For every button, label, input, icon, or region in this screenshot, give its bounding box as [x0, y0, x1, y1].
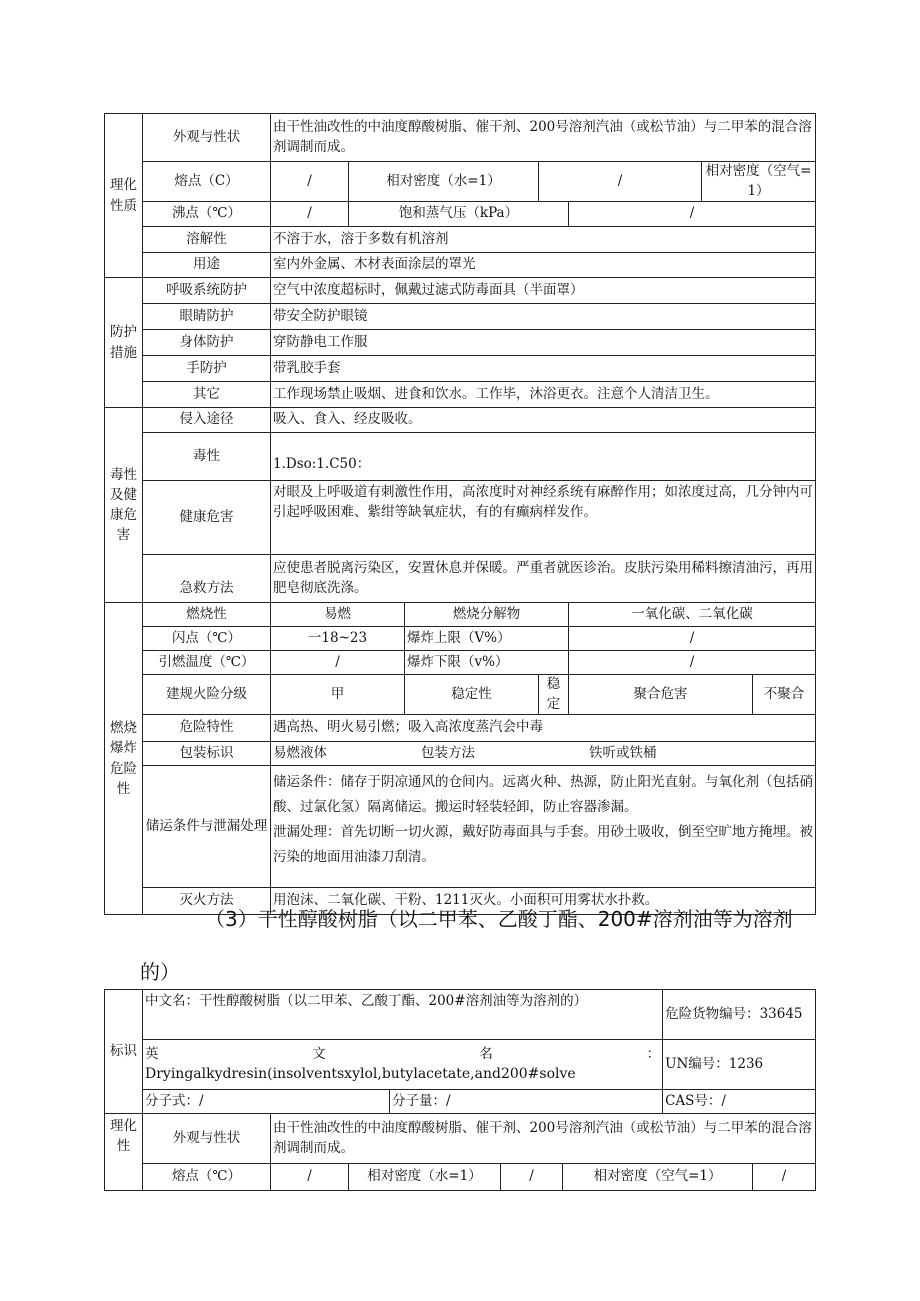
section-protection: 防护措施 [105, 278, 143, 408]
section-heading: （3）干性醇酸树脂（以二甲苯、乙酸丁酯、200#溶剂油等为溶剂 [205, 907, 793, 931]
table-row [105, 627, 816, 651]
table-row [105, 330, 816, 356]
value-route: 吸入、食入、经皮吸收。 [271, 408, 816, 433]
label-upper-explosive-limit: 爆炸上限（V%） [405, 627, 569, 651]
label-relative-density-water: 相对密度（水=1） [349, 162, 539, 202]
label-lower-explosive-limit: 爆炸下限（v%） [405, 651, 569, 675]
label-melting-point: 熔点（℃） [143, 1164, 271, 1191]
table-row [105, 382, 816, 408]
label-packaging-mark: 包装标识 [143, 742, 271, 766]
value-english-name: Dryingalkydresin(insolventsxylol,butylacetate,and200#solve [145, 1066, 576, 1083]
label-relative-density-water: 相对密度（水=1） [349, 1164, 501, 1191]
label-english-name: 英文名： [145, 1045, 661, 1062]
value-first-aid: 应使患者脱离污染区，安置休息并保暖。严重者就医诊治。皮肤污染用稀料擦清油污，再用肥皂彻底洗涤。 [271, 555, 816, 603]
label-appearance: 外观与性状 [143, 114, 271, 162]
value-toxicity: 1.Dso:1.C50： [271, 433, 816, 481]
value-lower-explosive-limit: / [569, 651, 816, 675]
section-physical-properties: 理化性质 [105, 114, 143, 278]
label-health-hazard: 健康危害 [143, 481, 271, 555]
value-molecular-weight: 分子量：/ [390, 1090, 663, 1114]
label-solubility: 溶解性 [143, 227, 271, 253]
msds-table-drying-alkyd [104, 989, 816, 1191]
label-boiling-point: 沸点（℃） [143, 202, 271, 227]
value-appearance: 由干性油改性的中油度醇酸树脂、催干剂、200号溶剂汽油（或松节油）与二甲苯的混合溶剂调制而成。 [271, 114, 816, 162]
label-relative-density-air: 相对密度（空气=1） [563, 1164, 753, 1191]
label-flash-point: 闪点（℃） [143, 627, 271, 651]
value-hazard-properties: 遇高热、明火易引燃；吸入高浓度蒸汽会中毒 [271, 715, 816, 742]
value-boiling-point: / [271, 202, 349, 227]
label-storage-leak: 储运条件与泄漏处理 [143, 766, 271, 888]
value-use: 室内外金属、木材表面涂层的罩光 [271, 253, 816, 278]
table-row [105, 766, 816, 888]
value-relative-density-water: / [539, 162, 702, 202]
value-packaging-mark: 易燃液体 [273, 744, 327, 761]
table-row [105, 1164, 816, 1191]
value-storage-leak [271, 766, 816, 888]
label-relative-density-air: 相对密度（空气=1） [702, 162, 816, 202]
value-relative-density-air: / [753, 1164, 816, 1191]
label-body: 身体防护 [143, 330, 271, 356]
section-identification: 标识 [105, 990, 143, 1114]
label-toxicity: 毒性 [143, 433, 271, 481]
value-decomposition: 一氧化碳、二氧化碳 [569, 603, 816, 627]
table-row [105, 555, 816, 603]
label-vapor-pressure: 饱和蒸气压（kPa） [349, 202, 569, 227]
value-vapor-pressure: / [569, 202, 816, 227]
value-eye: 带安全防护眼镜 [271, 304, 816, 330]
label-eye: 眼睛防护 [143, 304, 271, 330]
value-packaging-method: 铁听或铁桶 [589, 744, 657, 761]
label-route: 侵入途径 [143, 408, 271, 433]
value-ignition-temp: / [271, 651, 405, 675]
table-row [105, 114, 816, 162]
value-health-hazard: 对眼及上呼吸道有刺激性作用，高浓度时对神经系统有麻醉作用；如浓度过高，几分钟内可引起呼吸困难、紫绀等缺氧症状，有的有癫病样发作。 [271, 481, 816, 555]
table-row [105, 675, 816, 715]
label-decomposition: 燃烧分解物 [405, 603, 569, 627]
table-row [105, 742, 816, 766]
section-fire-explosion: 燃烧爆炸危险性 [105, 603, 143, 915]
value-respiratory: 空气中浓度超标时，佩戴过滤式防毒面具（半面罩） [271, 278, 816, 304]
table-row [105, 1114, 816, 1164]
label-stability: 稳定性 [405, 675, 539, 715]
value-melting-point: / [271, 1164, 349, 1191]
label-respiratory: 呼吸系统防护 [143, 278, 271, 304]
value-stability: 稳定 [539, 675, 569, 715]
table-row [105, 603, 816, 627]
table-row [105, 990, 816, 1040]
section-toxicity: 毒性及健康危害 [105, 408, 143, 603]
label-other: 其它 [143, 382, 271, 408]
section-physical-properties: 理化性 [105, 1114, 143, 1191]
value-upper-explosive-limit: / [569, 627, 816, 651]
table-row [105, 1090, 816, 1114]
label-hand: 手防护 [143, 356, 271, 382]
label-fire-class: 建规火险分级 [143, 675, 271, 715]
label-polymerization: 聚合危害 [569, 675, 753, 715]
value-fire-class: 甲 [271, 675, 405, 715]
table-row [105, 202, 816, 227]
label-melting-point: 熔点（C） [143, 162, 271, 202]
msds-table-continued [104, 113, 816, 915]
table-row [105, 651, 816, 675]
value-polymerization: 不聚合 [753, 675, 816, 715]
table-row [105, 715, 816, 742]
leak-handling-text: 泄漏处理：首先切断一切火源，戴好防毒面具与手套。用砂土吸收，倒至空旷地方掩埋。被污染的地面用油漆刀刮清。 [273, 824, 813, 866]
value-flash-point: 一18~23 [271, 627, 405, 651]
table-row [105, 408, 816, 433]
section-heading-continued: 的） [140, 960, 180, 984]
table-row [105, 278, 816, 304]
label-packaging-method: 包装方法 [421, 744, 475, 761]
table-row [105, 356, 816, 382]
table-row [105, 304, 816, 330]
value-appearance: 由干性油改性的中油度醇酸树脂、催干剂、200号溶剂汽油（或松节油）与二甲苯的混合溶剂调制而成。 [271, 1114, 816, 1164]
storage-conditions-text: 储运条件：储存于阴凉通风的仓间内。远离火种、热源，防止阳光直射。与氧化剂（包括硝酸、过氯化氢）隔离储运。搬运时轻装轻卸，防止容器渗漏。 [273, 774, 813, 816]
table-row [105, 433, 816, 481]
table-row [105, 162, 816, 202]
value-dangerous-goods-no: 危险货物编号：33645 [663, 990, 816, 1040]
value-hand: 带乳胶手套 [271, 356, 816, 382]
table-row [105, 481, 816, 555]
value-un-number: UN编号：1236 [663, 1040, 816, 1090]
value-chinese-name: 中文名：干性醇酸树脂（以二甲苯、乙酸丁酯、200#溶剂油等为溶剂的） [143, 990, 663, 1040]
label-hazard-properties: 危险特性 [143, 715, 271, 742]
label-ignition-temp: 引燃温度（℃） [143, 651, 271, 675]
value-extinguishing: 用泡沫、二氧化碳、干粉、1211灭火。小面积可用雾状水扑救。 [271, 888, 816, 915]
value-body: 穿防静电工作服 [271, 330, 816, 356]
value-relative-density-water: / [501, 1164, 563, 1191]
value-melting-point: / [271, 162, 349, 202]
table-row [105, 1040, 816, 1090]
value-other: 工作现场禁止吸烟、进食和饮水。工作毕，沐浴更衣。注意个人清洁卫生。 [271, 382, 816, 408]
label-combustibility: 燃烧性 [143, 603, 271, 627]
table-row [105, 227, 816, 253]
value-cas-number: CAS号：/ [663, 1090, 816, 1114]
english-name-cell [143, 1040, 663, 1090]
value-combustibility: 易燃 [271, 603, 405, 627]
label-first-aid: 急救方法 [143, 555, 271, 603]
table-row [105, 253, 816, 278]
label-use: 用途 [143, 253, 271, 278]
value-molecular-formula: 分子式：/ [143, 1090, 390, 1114]
label-extinguishing: 灭火方法 [143, 888, 271, 915]
value-solubility: 不溶于水，溶于多数有机溶剂 [271, 227, 816, 253]
label-appearance: 外观与性状 [143, 1114, 271, 1164]
packaging-cell [271, 742, 816, 766]
